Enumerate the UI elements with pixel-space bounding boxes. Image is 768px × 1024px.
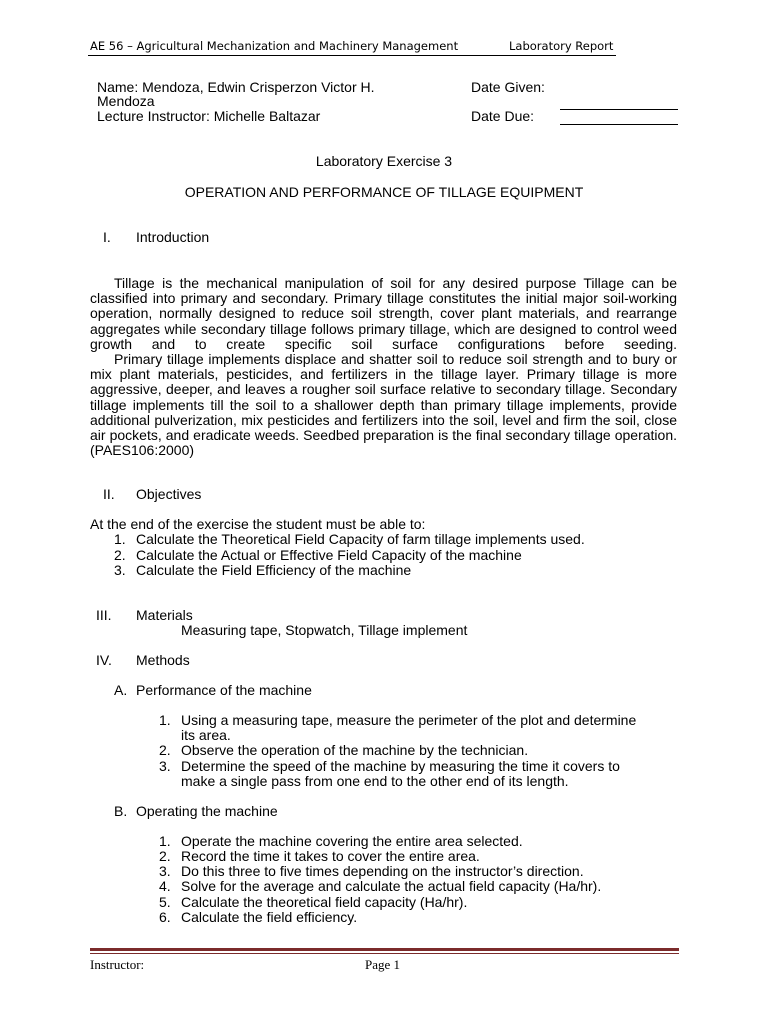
method-step: Do this three to five times depending on the instructor’s direction. <box>181 863 584 879</box>
objective-number: 1. <box>114 531 126 547</box>
footer-rule <box>90 948 679 951</box>
objectives-lead: At the end of the exercise the student must be able to: <box>90 516 426 532</box>
method-step-continued: make a single pass from one end to the other end of its length. <box>181 773 569 789</box>
objectives-heading: Objectives <box>136 486 202 502</box>
date-given-label: Date Given: <box>471 79 545 95</box>
method-number: 2. <box>159 742 171 758</box>
methods-numeral: IV. <box>96 652 112 668</box>
objective-item: Calculate the Theoretical Field Capacity of farm tillage implements used. <box>136 531 585 547</box>
methods-a-heading: Performance of the machine <box>136 682 312 698</box>
date-given-blank <box>560 109 678 110</box>
method-number: 1. <box>159 712 171 728</box>
methods-b-heading: Operating the machine <box>136 803 278 819</box>
objective-item: Calculate the Actual or Effective Field Capacity of the machine <box>136 547 522 563</box>
method-step: Calculate the theoretical field capacity (Ha/hr). <box>181 894 468 910</box>
date-due-blank <box>560 124 678 125</box>
student-name: Name: Mendoza, Edwin Crisperzon Victor H. <box>97 79 375 95</box>
method-step: Determine the speed of the machine by measuring the time it covers to <box>181 758 620 774</box>
methods-b-label: B. <box>114 803 128 819</box>
method-step: Operate the machine covering the entire area selected. <box>181 833 523 849</box>
footer-page-number: Page 1 <box>365 957 401 972</box>
method-number: 5. <box>159 894 171 910</box>
method-number: 3. <box>159 863 171 879</box>
method-number: 4. <box>159 878 171 894</box>
objectives-numeral: II. <box>103 486 115 502</box>
methods-heading: Methods <box>136 652 190 668</box>
method-step: Observe the operation of the machine by the technician. <box>181 742 529 758</box>
header-report-type: Laboratory Report <box>509 39 614 53</box>
materials-list: Measuring tape, Stopwatch, Tillage implement <box>181 622 468 638</box>
objective-number: 3. <box>114 562 126 578</box>
date-due-label: Date Due: <box>471 108 535 124</box>
objective-number: 2. <box>114 547 126 563</box>
intro-heading: Introduction <box>136 229 210 245</box>
method-step: Record the time it takes to cover the entire area. <box>181 848 480 864</box>
materials-numeral: III. <box>96 607 112 623</box>
methods-a-label: A. <box>114 682 128 698</box>
method-number: 1. <box>159 833 171 849</box>
method-number: 2. <box>159 848 171 864</box>
student-name-continued: Mendoza <box>97 93 155 109</box>
method-step: Calculate the field efficiency. <box>181 909 358 925</box>
materials-heading: Materials <box>136 607 193 623</box>
footer-rule-thin <box>90 953 679 954</box>
method-number: 6. <box>159 909 171 925</box>
method-step-continued: its area. <box>181 727 231 743</box>
objective-item: Calculate the Field Efficiency of the machine <box>136 562 412 578</box>
method-number: 3. <box>159 758 171 774</box>
document-title: OPERATION AND PERFORMANCE OF TILLAGE EQUIPMENT <box>184 184 584 200</box>
method-step: Solve for the average and calculate the actual field capacity (Ha/hr). <box>181 878 602 894</box>
lecture-instructor: Lecture Instructor: Michelle Baltazar <box>97 108 321 124</box>
intro-numeral: I. <box>103 229 111 245</box>
exercise-title: Laboratory Exercise 3 <box>315 153 453 169</box>
header-course: AE 56 – Agricultural Mechanization and Machinery Management <box>90 39 459 53</box>
intro-paragraph-2: Primary tillage implements displace and shatter soil to reduce soil strength and to bury or mix plant materials, pesticides, and fertilizers in the tillage layer. Primary tillage is more aggressive, deeper, and leaves a rougher soil surface relative to secondary tillage. Secondary tillage implements till the soil to a shallower depth than primary tillage implements, provide additional pulverization, mix pesticides and fertilizers into the soil, level and firm the soil, close air pockets, and eradicate weeds. Seedbed preparation is the final secondary tillage operation. (PAES106:2000) <box>90 351 677 459</box>
header-rule <box>88 55 616 56</box>
intro-paragraph-1: Tillage is the mechanical manipulation of soil for any desired purpose Tillage can be classified into primary and secondary. Primary tillage constitutes the initial major soil-working operation, normally designed to reduce soil strength, cover plant materials, and rearrange aggregates while secondary tillage follows primary tillage, which are designed to control weed growth and to create specific soil surface configurations before seeding. <box>90 275 677 352</box>
footer-instructor-label: Instructor: <box>90 957 145 972</box>
method-step: Using a measuring tape, measure the perimeter of the plot and determine <box>181 712 637 728</box>
